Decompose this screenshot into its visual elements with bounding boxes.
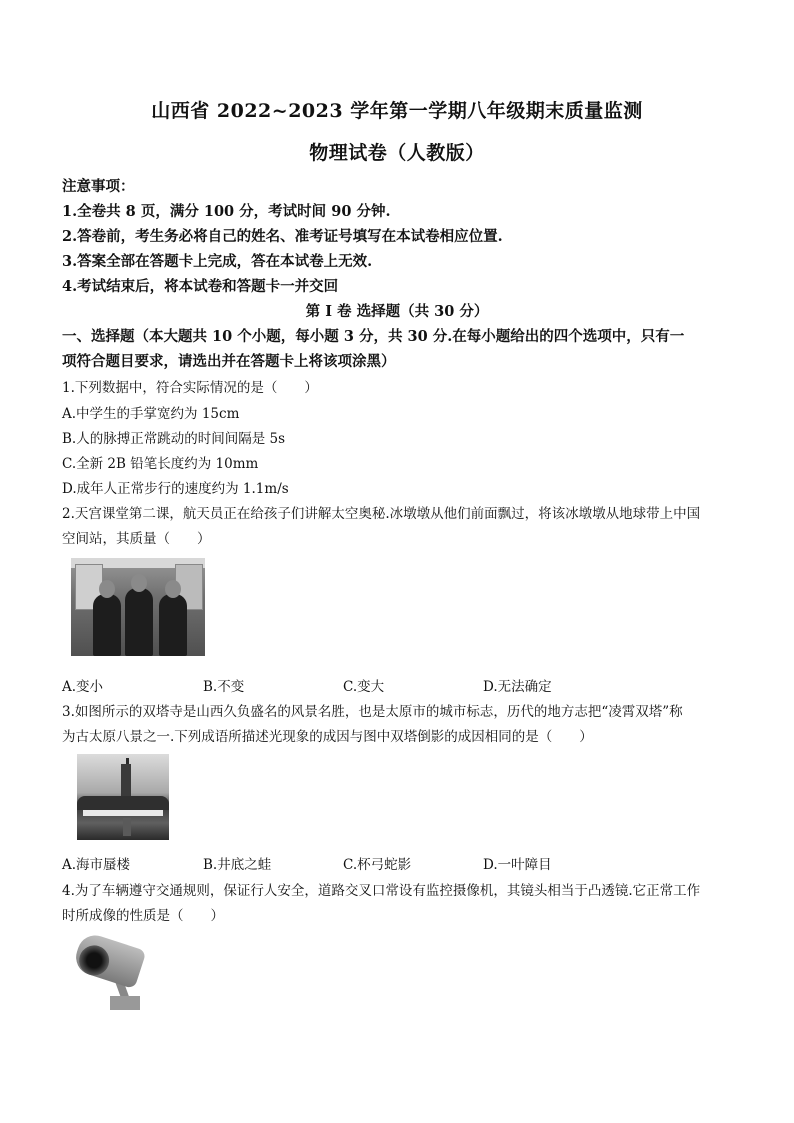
question-1-stem: 1.下列数据中，符合实际情况的是（ ）: [62, 380, 318, 396]
question-2-stem: 2.天宫课堂第二课，航天员正在给孩子们讲解太空奥秘.冰墩墩从他们前面飘过，将该冰墩墩从地球带上中国: [62, 506, 701, 522]
question-3-option-b: B.井底之蛙: [203, 857, 272, 873]
notice-heading: 注意事项：: [62, 178, 135, 195]
question-2-option-d: D.无法确定: [483, 679, 552, 695]
notice-item: 2.答卷前，考生务必将自己的姓名、准考证号填写在本试卷相应位置.: [62, 228, 503, 245]
question-1-option-a: A.中学生的手掌宽约为 15cm: [62, 406, 240, 422]
exam-subtitle: 物理试卷（人教版）: [309, 142, 485, 164]
question-3-stem: 3.如图所示的双塔寺是山西久负盛名的风景名胜，也是太原市的城市标志，历代的地方志把“凌霄双塔”称: [62, 704, 683, 720]
question-3-option-c: C.杯弓蛇影: [343, 857, 412, 873]
security-camera-photo: [70, 934, 150, 1016]
twin-pagoda-photo: [77, 754, 169, 840]
question-1-option-c: C.全新 2B 铅笔长度约为 10mm: [62, 456, 259, 472]
astronauts-photo: [71, 558, 205, 656]
question-1-option-d: D.成年人正常步行的速度约为 1.1m/s: [62, 481, 289, 497]
question-3-options: [62, 853, 742, 873]
question-2-options: [62, 675, 742, 695]
question-1-option-b: B.人的脉搏正常跳动的时间间隔是 5s: [62, 431, 286, 447]
question-2-option-c: C.变大: [343, 679, 385, 695]
question-2-stem: 空间站，其质量（ ）: [62, 531, 211, 547]
exam-title: 山西省 2022~2023 学年第一学期八年级期末质量监测: [151, 100, 643, 122]
section-instructions: 项符合题目要求，请选出并在答题卡上将该项涂黑）: [62, 353, 396, 370]
camera-lens-icon: [75, 942, 113, 980]
notice-item: 3.答案全部在答题卡上完成，答在本试卷上无效.: [62, 253, 373, 270]
question-2-option-b: B.不变: [203, 679, 245, 695]
notice-item: 1.全卷共 8 页，满分 100 分，考试时间 90 分钟.: [62, 203, 391, 220]
question-2-option-a: A.变小: [62, 679, 104, 695]
question-3-stem: 为古太原八景之一.下列成语所描述光现象的成因与图中双塔倒影的成因相同的是（ ）: [62, 729, 593, 745]
question-3-option-d: D.一叶障目: [483, 857, 552, 873]
section-instructions: 一、选择题（本大题共 10 个小题，每小题 3 分，共 30 分.在每小题给出的四个选项中，只有一: [62, 328, 685, 345]
notice-item: 4.考试结束后，将本试卷和答题卡一并交回: [62, 278, 339, 295]
question-4-stem: 时所成像的性质是（ ）: [62, 908, 224, 924]
question-3-option-a: A.海市蜃楼: [62, 857, 131, 873]
section-title: 第 I 卷 选择题（共 30 分）: [305, 303, 489, 320]
question-4-stem: 4.为了车辆遵守交通规则，保证行人安全，道路交叉口常设有监控摄像机，其镜头相当于凸透镜.它正常工作: [62, 883, 701, 899]
